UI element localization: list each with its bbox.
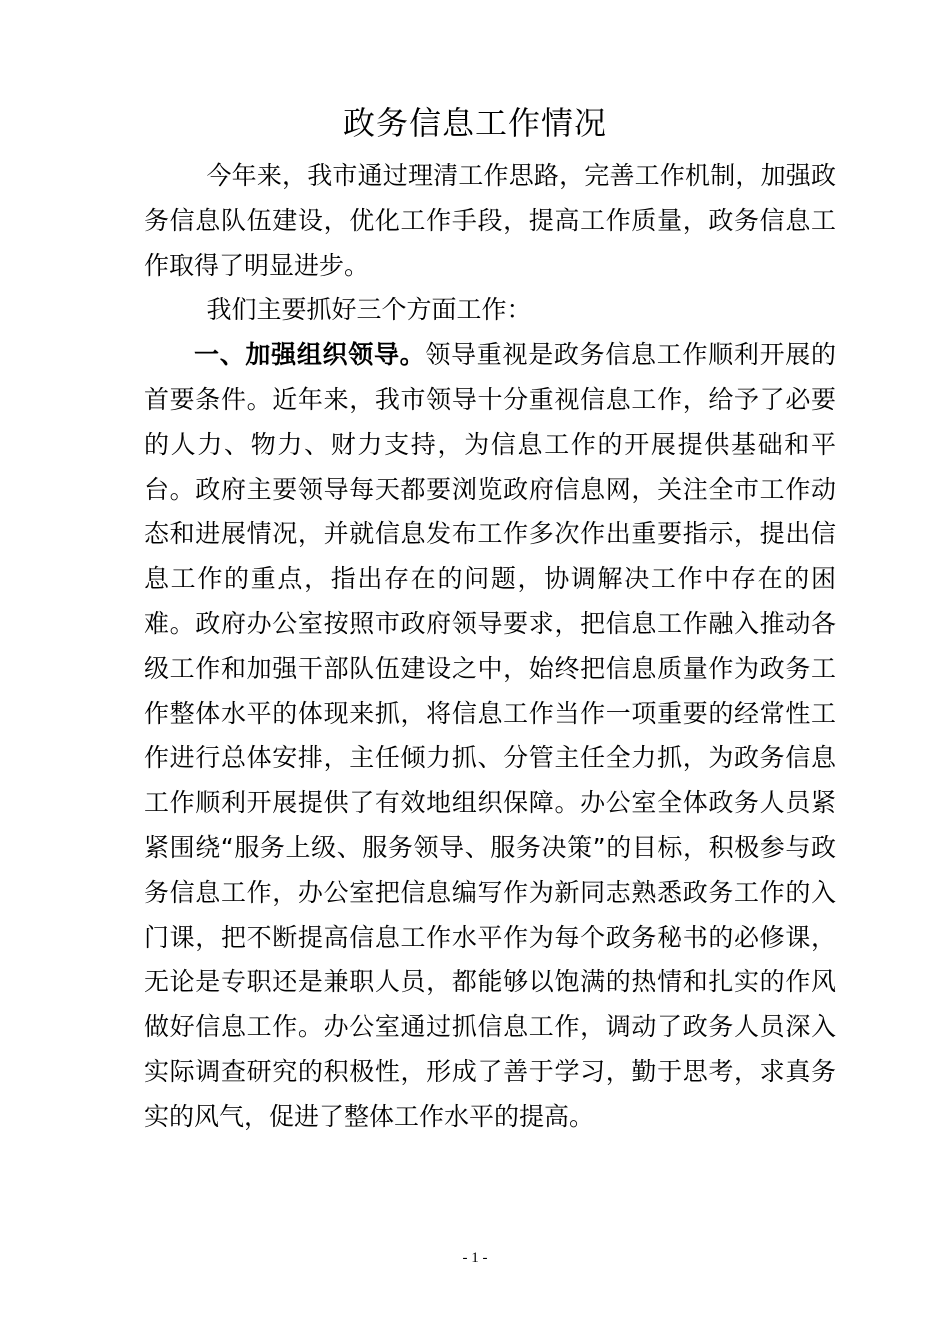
intro-paragraph: 今年来，我市通过理清工作思路，完善工作机制，加强政务信息队伍建设，优化工作手段，提高工作质量，政务信息工作取得了明显进步。 [144, 161, 836, 280]
section-1-body: 领导重视是政务信息工作顺利开展的首要条件。近年来，我市领导十分重视信息工作，给予了必要的人力、物力、财力支持，为信息工作的开展提供基础和平台。政府主要领导每天都要浏览政府信息网，关注全市工作动态和进展情况，并就信息发布工作多次作出重要指示，提出信息工作的重点，指出存在的问题，协调解决工作中存在的困难。政府办公室按照市政府领导要求，把信息工作融入推动各级工作和加强干部队伍建设之中，始终把信息质量作为政务工作整体水平的体现来抓，将信息工作当作一项重要的经常性工作进行总体安排，主任倾力抓、分管主任全力抓，为政务信息工作顺利开展提供了有效地组织保障。办公室全体政务人员紧紧围绕“服务上级、服务领导、服务决策”的目标，积极参与政务信息工作，办公室把信息编写作为新同志熟悉政务工作的入门课，把不断提高信息工作水平作为每个政务秘书的必修课，无论是专职还是兼职人员，都能够以饱满的热情和扎实的作风做好信息工作。办公室通过抓信息工作，调动了政务人员深入实际调查研究的积极性，形成了善于学习，勤于思考，求真务实的风气，促进了整体工作水平的提高。 [144, 340, 836, 1131]
document-title: 政务信息工作情况 [342, 104, 607, 142]
section-1-paragraph [144, 333, 836, 1139]
document-body [144, 154, 836, 1140]
summary-paragraph: 我们主要抓好三个方面工作： [206, 295, 532, 325]
section-1-heading: 一、加强组织领导。 [194, 340, 426, 370]
page-number: - 1 - [462, 1250, 488, 1266]
